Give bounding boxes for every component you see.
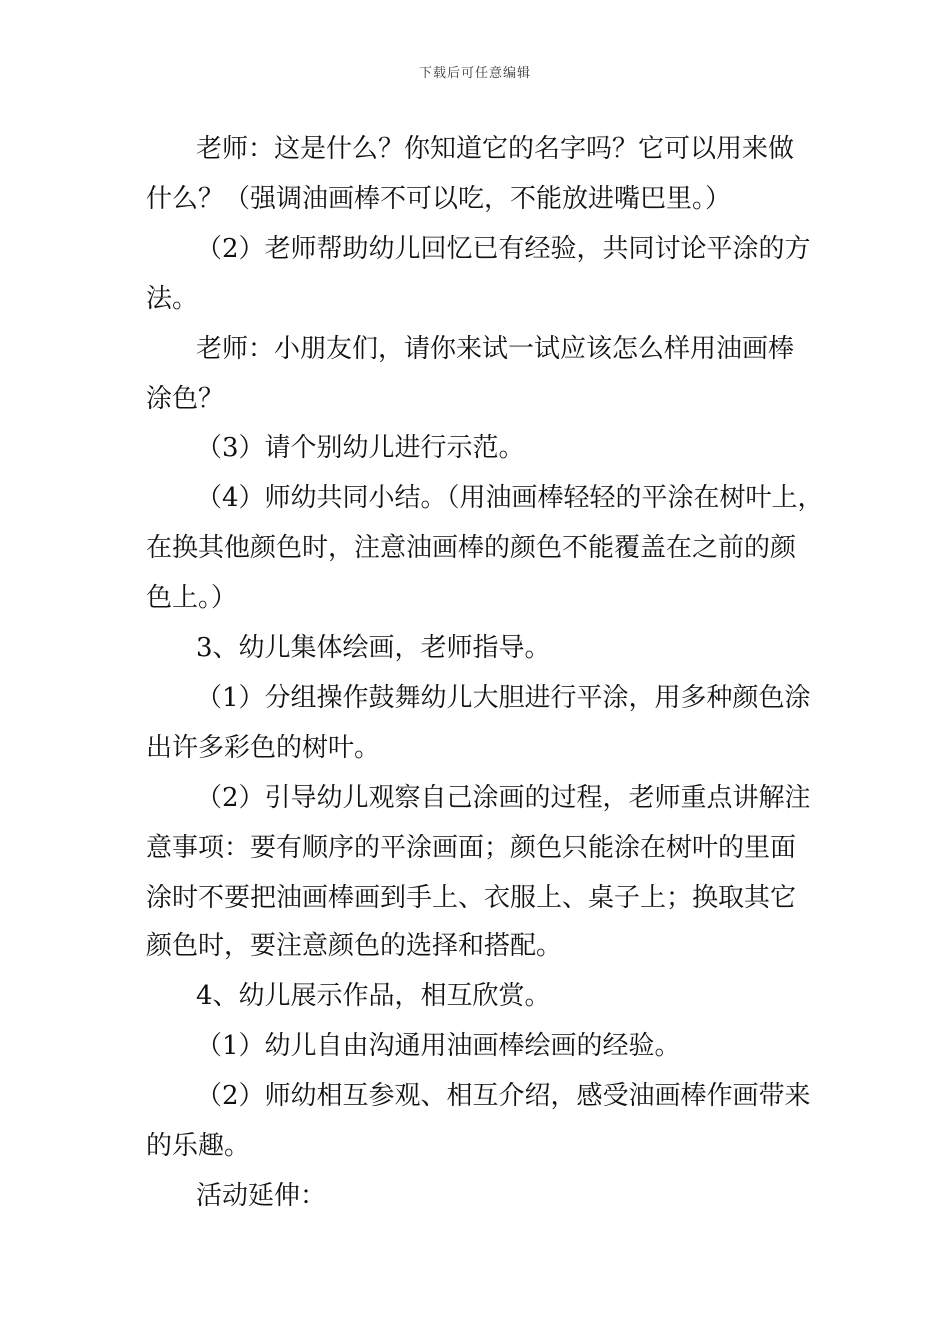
section-heading: 4、幼儿展示作品，相互欣赏。	[196, 981, 551, 1011]
text-line: 在换其他颜色时，注意油画棒的颜色不能覆盖在之前的颜	[146, 533, 797, 563]
text-line: 涂时不要把油画棒画到手上、衣服上、桌子上；换取其它	[146, 883, 797, 913]
text-line: 意事项：要有顺序的平涂画面；颜色只能涂在树叶的里面	[146, 833, 797, 863]
text-line: （2）老师帮助幼儿回忆已有经验，共同讨论平涂的方	[196, 234, 811, 264]
text-line: 老师：这是什么？你知道它的名字吗？它可以用来做	[196, 134, 795, 164]
text-line: （4）师幼共同小结。（用油画棒轻轻的平涂在树叶上，	[196, 483, 824, 513]
text-line: 涂色？	[146, 384, 225, 414]
text-line: 的乐趣。	[146, 1131, 251, 1161]
text-line: 法。	[146, 284, 199, 314]
text-line: （2）引导幼儿观察自己涂画的过程，老师重点讲解注	[196, 783, 811, 813]
section-heading: 活动延伸：	[196, 1181, 327, 1211]
text-line: 色上。）	[146, 583, 238, 613]
text-line: 出许多彩色的树叶。	[146, 733, 381, 763]
text-line: （2）师幼相互参观、相互介绍，感受油画棒作画带来	[196, 1081, 811, 1111]
section-heading: 3、幼儿集体绘画，老师指导。	[196, 633, 551, 663]
text-line: （3）请个别幼儿进行示范。	[196, 433, 525, 463]
text-line: （1）分组操作鼓舞幼儿大胆进行平涂，用多种颜色涂	[196, 683, 811, 713]
page-header-note: 下载后可任意编辑	[418, 66, 531, 81]
text-line: 什么？（强调油画棒不可以吃，不能放进嘴巴里。）	[146, 184, 732, 214]
text-line: 颜色时，要注意颜色的选择和搭配。	[146, 931, 563, 961]
text-line: 老师：小朋友们，请你来试一试应该怎么样用油画棒	[196, 334, 795, 364]
text-line: （1）幼儿自由沟通用油画棒绘画的经验。	[196, 1031, 681, 1061]
